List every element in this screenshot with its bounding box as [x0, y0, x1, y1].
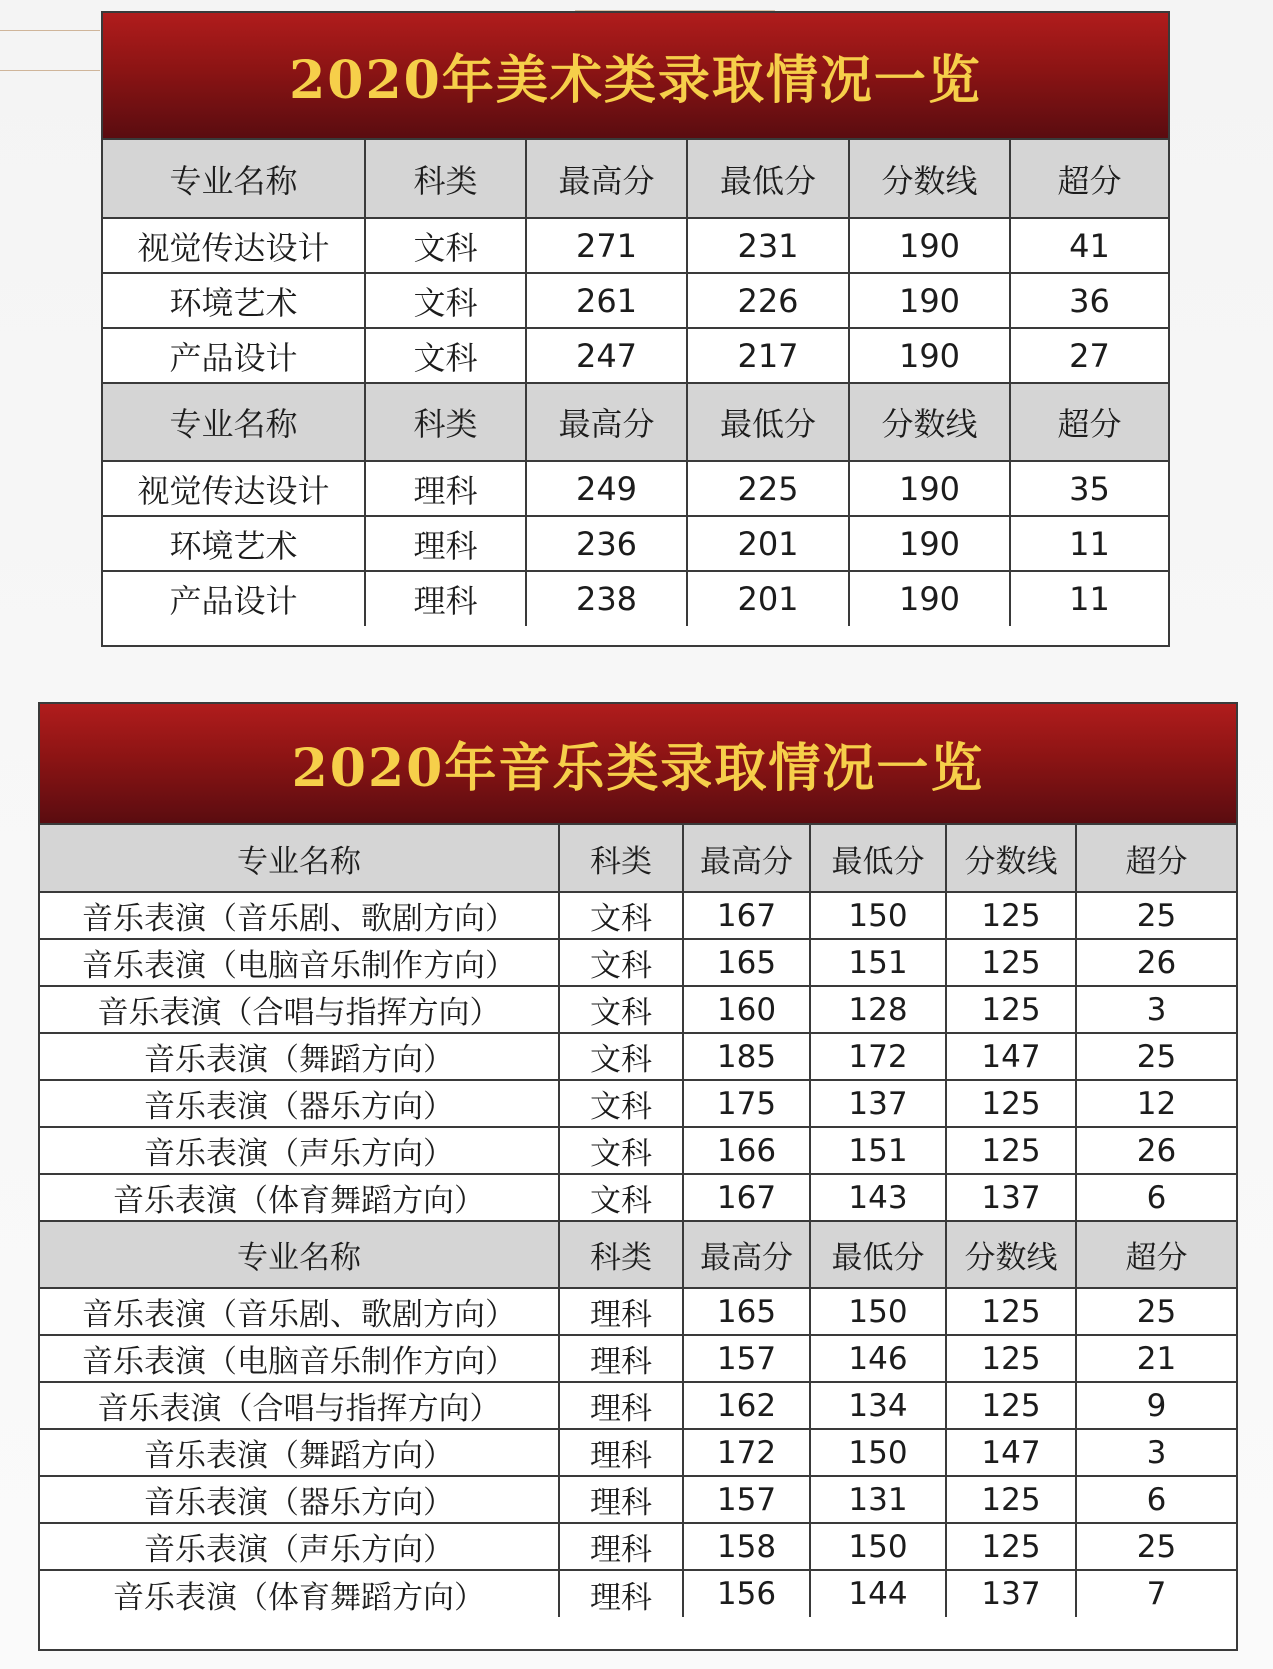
category-cell: 理科	[559, 1382, 683, 1429]
over-score-header: 超分	[1076, 825, 1236, 892]
table-row	[103, 218, 1168, 273]
music-section-title: 2020年音乐类录取情况一览	[291, 738, 985, 799]
category-cell: 文科	[559, 1033, 683, 1080]
min-score-cell: 134	[810, 1382, 946, 1429]
table-row	[103, 461, 1168, 516]
over-score-cell: 36	[1010, 273, 1168, 328]
music-title-banner	[40, 704, 1236, 825]
table-row	[40, 1570, 1236, 1617]
table-row	[40, 939, 1236, 986]
max-score-cell: 167	[683, 892, 810, 939]
max-score-cell: 166	[683, 1127, 810, 1174]
over-score-cell: 9	[1076, 1382, 1236, 1429]
major-name-header: 专业名称	[40, 825, 559, 892]
max-score-cell: 249	[526, 461, 687, 516]
cutoff-header: 分数线	[946, 825, 1076, 892]
major-name-cell: 环境艺术	[103, 516, 365, 571]
over-score-cell: 26	[1076, 1127, 1236, 1174]
cutoff-cell: 125	[946, 1335, 1076, 1382]
table-row	[103, 328, 1168, 383]
category-header: 科类	[365, 140, 526, 218]
over-score-cell: 12	[1076, 1080, 1236, 1127]
max-score-header: 最高分	[526, 383, 687, 461]
table-row	[40, 892, 1236, 939]
over-score-cell: 25	[1076, 1033, 1236, 1080]
major-name-cell: 音乐表演（合唱与指挥方向）	[40, 986, 559, 1033]
cutoff-header: 分数线	[849, 140, 1010, 218]
major-name-cell: 音乐表演（舞蹈方向）	[40, 1033, 559, 1080]
art-admission-panel	[101, 11, 1170, 647]
category-cell: 理科	[365, 461, 526, 516]
major-name-cell: 音乐表演（体育舞蹈方向）	[40, 1570, 559, 1617]
max-score-cell: 247	[526, 328, 687, 383]
major-name-cell: 音乐表演（电脑音乐制作方向）	[40, 939, 559, 986]
over-score-header: 超分	[1010, 383, 1168, 461]
cutoff-cell: 190	[849, 461, 1010, 516]
art-title-banner	[103, 13, 1168, 140]
min-score-cell: 137	[810, 1080, 946, 1127]
major-name-cell: 音乐表演（声乐方向）	[40, 1523, 559, 1570]
table-row	[40, 1127, 1236, 1174]
min-score-cell: 201	[687, 571, 849, 626]
music-admission-table	[40, 825, 1236, 1617]
table-header-row	[40, 1221, 1236, 1288]
over-score-cell: 11	[1010, 571, 1168, 626]
min-score-cell: 128	[810, 986, 946, 1033]
major-name-cell: 视觉传达设计	[103, 218, 365, 273]
max-score-cell: 162	[683, 1382, 810, 1429]
min-score-cell: 201	[687, 516, 849, 571]
min-score-cell: 226	[687, 273, 849, 328]
table-row	[40, 1523, 1236, 1570]
over-score-cell: 41	[1010, 218, 1168, 273]
max-score-cell: 167	[683, 1174, 810, 1221]
max-score-cell: 271	[526, 218, 687, 273]
min-score-cell: 172	[810, 1033, 946, 1080]
over-score-cell: 21	[1076, 1335, 1236, 1382]
major-name-cell: 音乐表演（体育舞蹈方向）	[40, 1174, 559, 1221]
over-score-cell: 3	[1076, 1429, 1236, 1476]
min-score-header: 最低分	[687, 140, 849, 218]
over-score-cell: 27	[1010, 328, 1168, 383]
over-score-cell: 25	[1076, 1288, 1236, 1335]
table-header-row	[103, 383, 1168, 461]
min-score-cell: 146	[810, 1335, 946, 1382]
min-score-header: 最低分	[810, 825, 946, 892]
table-row	[40, 1335, 1236, 1382]
max-score-header: 最高分	[683, 1221, 810, 1288]
major-name-cell: 环境艺术	[103, 273, 365, 328]
major-name-cell: 产品设计	[103, 328, 365, 383]
max-score-header: 最高分	[683, 825, 810, 892]
over-score-header: 超分	[1076, 1221, 1236, 1288]
category-header: 科类	[365, 383, 526, 461]
over-score-cell: 35	[1010, 461, 1168, 516]
table-row	[103, 516, 1168, 571]
cutoff-cell: 190	[849, 328, 1010, 383]
table-row	[40, 1382, 1236, 1429]
cutoff-header: 分数线	[946, 1221, 1076, 1288]
major-name-cell: 视觉传达设计	[103, 461, 365, 516]
table-header-row	[103, 140, 1168, 218]
category-cell: 理科	[559, 1570, 683, 1617]
category-cell: 理科	[365, 571, 526, 626]
min-score-cell: 225	[687, 461, 849, 516]
major-name-cell: 音乐表演（声乐方向）	[40, 1127, 559, 1174]
min-score-cell: 143	[810, 1174, 946, 1221]
cutoff-cell: 125	[946, 939, 1076, 986]
table-row	[40, 1033, 1236, 1080]
min-score-cell: 131	[810, 1476, 946, 1523]
category-cell: 理科	[559, 1523, 683, 1570]
decorative-line	[0, 30, 100, 31]
category-cell: 文科	[559, 1080, 683, 1127]
music-admission-panel	[38, 702, 1238, 1651]
decorative-line	[0, 70, 100, 71]
over-score-cell: 26	[1076, 939, 1236, 986]
min-score-cell: 151	[810, 939, 946, 986]
cutoff-cell: 190	[849, 516, 1010, 571]
cutoff-cell: 190	[849, 273, 1010, 328]
min-score-cell: 150	[810, 1523, 946, 1570]
over-score-cell: 3	[1076, 986, 1236, 1033]
over-score-cell: 25	[1076, 892, 1236, 939]
category-cell: 文科	[559, 939, 683, 986]
max-score-cell: 157	[683, 1335, 810, 1382]
table-row	[40, 1476, 1236, 1523]
over-score-cell: 11	[1010, 516, 1168, 571]
table-row	[40, 1288, 1236, 1335]
over-score-header: 超分	[1010, 140, 1168, 218]
min-score-cell: 217	[687, 328, 849, 383]
major-name-cell: 音乐表演（舞蹈方向）	[40, 1429, 559, 1476]
category-cell: 文科	[559, 1127, 683, 1174]
over-score-cell: 6	[1076, 1174, 1236, 1221]
category-cell: 理科	[559, 1335, 683, 1382]
art-section-title: 2020年美术类录取情况一览	[289, 50, 982, 111]
over-score-cell: 25	[1076, 1523, 1236, 1570]
cutoff-cell: 125	[946, 1382, 1076, 1429]
max-score-cell: 165	[683, 939, 810, 986]
decorative-header-mark	[575, 0, 775, 11]
max-score-cell: 175	[683, 1080, 810, 1127]
category-header: 科类	[559, 1221, 683, 1288]
major-name-cell: 音乐表演（电脑音乐制作方向）	[40, 1335, 559, 1382]
max-score-cell: 261	[526, 273, 687, 328]
cutoff-cell: 125	[946, 1080, 1076, 1127]
table-header-row	[40, 825, 1236, 892]
min-score-cell: 150	[810, 892, 946, 939]
max-score-cell: 236	[526, 516, 687, 571]
category-cell: 理科	[559, 1288, 683, 1335]
max-score-cell: 165	[683, 1288, 810, 1335]
cutoff-cell: 190	[849, 571, 1010, 626]
art-admission-table	[103, 140, 1168, 626]
cutoff-cell: 190	[849, 218, 1010, 273]
cutoff-cell: 147	[946, 1429, 1076, 1476]
cutoff-cell: 125	[946, 1476, 1076, 1523]
min-score-cell: 151	[810, 1127, 946, 1174]
major-name-header: 专业名称	[103, 140, 365, 218]
over-score-cell: 6	[1076, 1476, 1236, 1523]
category-cell: 文科	[365, 273, 526, 328]
cutoff-cell: 125	[946, 892, 1076, 939]
cutoff-cell: 125	[946, 1523, 1076, 1570]
cutoff-header: 分数线	[849, 383, 1010, 461]
major-name-header: 专业名称	[40, 1221, 559, 1288]
category-header: 科类	[559, 825, 683, 892]
table-row	[40, 1174, 1236, 1221]
cutoff-cell: 125	[946, 1288, 1076, 1335]
min-score-cell: 231	[687, 218, 849, 273]
cutoff-cell: 137	[946, 1570, 1076, 1617]
category-cell: 理科	[559, 1429, 683, 1476]
max-score-cell: 157	[683, 1476, 810, 1523]
major-name-cell: 产品设计	[103, 571, 365, 626]
min-score-header: 最低分	[687, 383, 849, 461]
max-score-cell: 185	[683, 1033, 810, 1080]
min-score-cell: 144	[810, 1570, 946, 1617]
over-score-cell: 7	[1076, 1570, 1236, 1617]
max-score-cell: 238	[526, 571, 687, 626]
table-row	[40, 1080, 1236, 1127]
cutoff-cell: 137	[946, 1174, 1076, 1221]
major-name-cell: 音乐表演（合唱与指挥方向）	[40, 1382, 559, 1429]
major-name-header: 专业名称	[103, 383, 365, 461]
table-row	[103, 571, 1168, 626]
major-name-cell: 音乐表演（音乐剧、歌剧方向）	[40, 1288, 559, 1335]
category-cell: 理科	[559, 1476, 683, 1523]
max-score-cell: 156	[683, 1570, 810, 1617]
category-cell: 文科	[365, 218, 526, 273]
category-cell: 文科	[559, 986, 683, 1033]
cutoff-cell: 125	[946, 986, 1076, 1033]
cutoff-cell: 147	[946, 1033, 1076, 1080]
major-name-cell: 音乐表演（器乐方向）	[40, 1476, 559, 1523]
category-cell: 文科	[559, 1174, 683, 1221]
min-score-cell: 150	[810, 1429, 946, 1476]
max-score-cell: 158	[683, 1523, 810, 1570]
max-score-cell: 160	[683, 986, 810, 1033]
table-row	[103, 273, 1168, 328]
cutoff-cell: 125	[946, 1127, 1076, 1174]
category-cell: 文科	[559, 892, 683, 939]
max-score-header: 最高分	[526, 140, 687, 218]
category-cell: 文科	[365, 328, 526, 383]
min-score-cell: 150	[810, 1288, 946, 1335]
min-score-header: 最低分	[810, 1221, 946, 1288]
major-name-cell: 音乐表演（音乐剧、歌剧方向）	[40, 892, 559, 939]
major-name-cell: 音乐表演（器乐方向）	[40, 1080, 559, 1127]
category-cell: 理科	[365, 516, 526, 571]
table-row	[40, 1429, 1236, 1476]
max-score-cell: 172	[683, 1429, 810, 1476]
table-row	[40, 986, 1236, 1033]
